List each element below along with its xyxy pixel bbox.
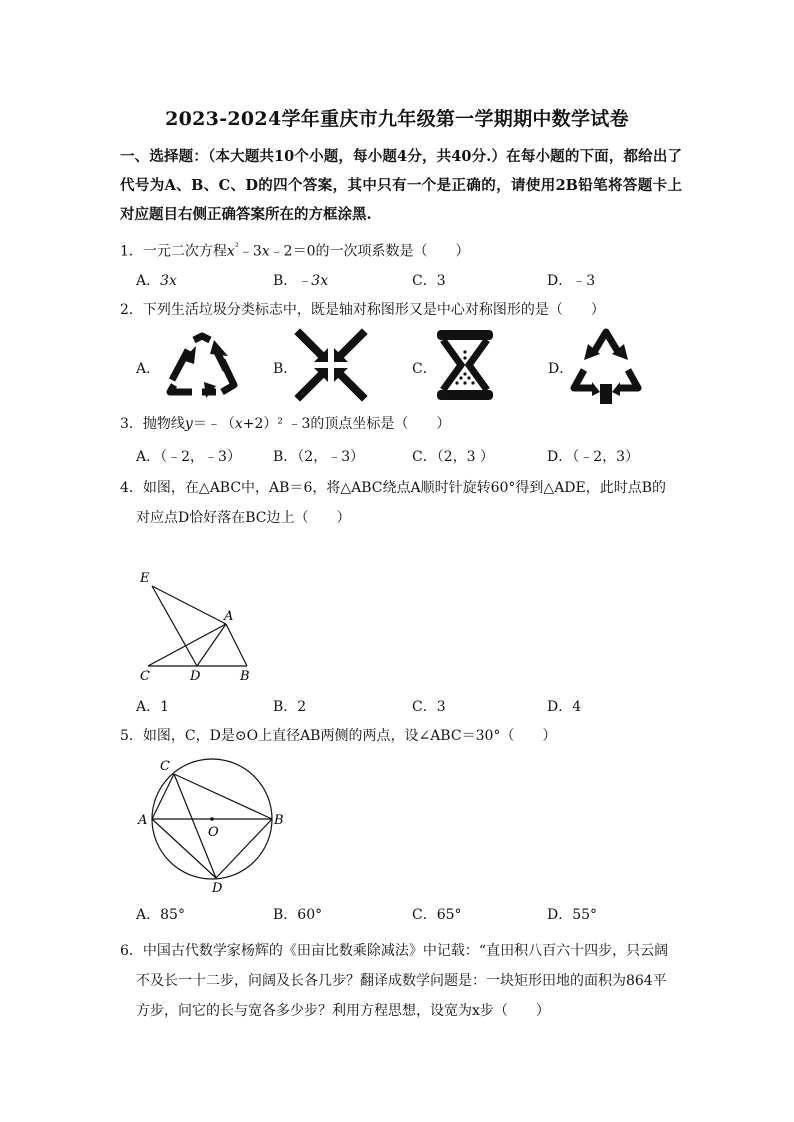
question-number: 4． (120, 480, 143, 496)
recycle-triangle-icon (162, 330, 242, 400)
option-a[interactable]: A．（﹣2，﹣3） (136, 449, 241, 465)
circle-diameter-figure (134, 756, 294, 894)
question-4-options (136, 696, 696, 720)
label-o: O (208, 825, 219, 840)
option-d[interactable]: D．（﹣2，3） (547, 449, 640, 465)
question-2: 2．下列生活垃圾分类标志中，既是轴对称图形又是中心对称图形的是（ ） (120, 302, 605, 318)
option-d[interactable]: D．﹣3 (547, 273, 596, 289)
option-a[interactable]: A．1 (136, 699, 170, 715)
option-c[interactable]: C．3 (412, 699, 446, 715)
question-6: 6．中国古代数学家杨辉的《田亩比数乘除减法》中记载：“直田积八百六十四步，只云阔 不及长一十二步，问阔及长各几步？翻译成数学问题是：一块矩形田地的面积为864平 方步，问它的长与宽各多少步？利用方程思想，设宽为x步（ ） (120, 943, 669, 1019)
option-a[interactable]: A．3x (136, 273, 177, 289)
label-c: C (140, 669, 150, 684)
question-1-options (136, 270, 696, 294)
question-number: 3． (120, 416, 143, 432)
option-d[interactable]: D． (548, 361, 574, 377)
question-number: 1． (120, 243, 143, 260)
question-5: 5．如图，C，D是⊙O上直径AB两侧的两点，设∠ABC＝30°（ ） (120, 728, 557, 744)
label-c: C (160, 759, 170, 774)
option-d[interactable]: D．55° (547, 907, 598, 923)
section-heading: 一、选择题：（本大题共10个小题，每小题4分，共40分.）在每小题的下面，都给出了代号为A、B、C、D的四个答案，其中只有一个是正确的，请使用2B铅笔将答题卡上对应题目右侧正确答案所在的方框涂黑. (120, 148, 682, 223)
option-c[interactable]: C． (412, 361, 437, 377)
option-b[interactable]: B． (273, 361, 298, 377)
option-b[interactable]: B．60° (273, 907, 323, 923)
option-b[interactable]: B．（2，﹣3） (273, 449, 365, 465)
option-a[interactable]: A． (136, 361, 161, 377)
question-5-options (136, 904, 696, 928)
label-a: A (138, 813, 148, 828)
exam-title: 2023-2024学年重庆市九年级第一学期期中数学试卷 (165, 108, 629, 130)
recycle-tree-icon (570, 326, 642, 406)
question-4: 4．如图，在△ABC中，AB＝6，将△ABC绕点A顺时针旋转60°得到△ADE，此时点B的 对应点D恰好落在BC边上（ ） (120, 480, 667, 526)
hourglass-icon (435, 328, 495, 402)
label-e: E (140, 571, 150, 586)
question-1: 1．一元二次方程$x^{^2}﹣3x﹣2=0$的一次项系数是（ ） (120, 242, 470, 260)
rotation-triangle-figure (130, 566, 270, 684)
option-a[interactable]: A．85° (136, 907, 185, 923)
question-number: 5． (120, 728, 143, 744)
option-c[interactable]: C．3 (412, 273, 446, 289)
label-a: A (224, 609, 234, 624)
option-c[interactable]: C．65° (412, 907, 462, 923)
label-b: B (274, 813, 284, 828)
arrows-inward-icon (296, 330, 366, 400)
question-number: 6． (120, 943, 143, 959)
option-c[interactable]: C．（2，3 ） (412, 449, 494, 465)
label-d: D (190, 669, 201, 684)
label-d: D (212, 881, 223, 896)
option-b[interactable]: B．﹣3x (273, 273, 329, 289)
label-b: B (240, 669, 250, 684)
question-3: 3．抛物线y＝﹣（x+2）² ﹣3的顶点坐标是（ ） (120, 416, 451, 432)
question-number: 2． (120, 302, 143, 318)
question-3-options (136, 446, 696, 470)
option-d[interactable]: D．4 (547, 699, 582, 715)
option-b[interactable]: B．2 (273, 699, 307, 715)
